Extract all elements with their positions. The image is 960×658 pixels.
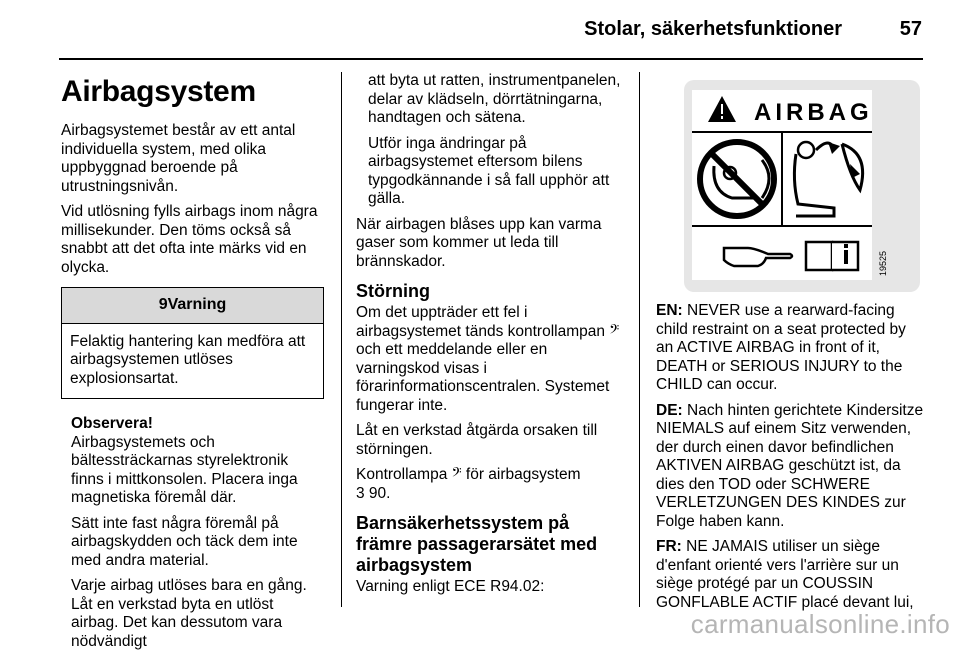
note-title: Observera! [71, 415, 153, 432]
heading-storning: Störning [356, 281, 430, 301]
paragraph: att byta ut ratten, instrumentpanelen, delar av klädseln, dörrtätningarna, handtagen och sätena. [368, 72, 621, 126]
paragraph: Airbagsystemet består av ett antal individuella system, med olika uppbyggnad beroende på utrustningsnivån. [61, 122, 296, 195]
column-divider-2 [639, 72, 640, 607]
note-continuation [368, 72, 622, 209]
warning-symbol: 9 [158, 296, 168, 313]
airbag-warning-label-figure [684, 80, 920, 292]
paragraph: Utför inga ändringar på airbagsystemet eftersom bilens typgodkännande i så fall upphör att gälla. [368, 134, 610, 207]
section-title: Stolar, säkerhetsfunktioner [584, 18, 842, 40]
warning-en [656, 302, 926, 395]
column-divider-1 [341, 72, 342, 607]
airbag-label-illustration [684, 80, 920, 292]
warning-fr-text: NE JAMAIS utiliser un siège d'enfant orienté vers l'arrière sur un siège protégé par un COUSSIN GONFLABLE ACTIF placé devant lui, [656, 538, 914, 611]
note-paragraph: Varje airbag utlöses bara en gång. Låt en verkstad byta en utlöst airbag. Det kan dessutom vara nödvändigt [71, 577, 307, 650]
language-tag-de: DE: [656, 401, 683, 419]
page-number: 57 [899, 18, 922, 40]
warning-de-text: Nach hinten gerichtete Kindersitze NIEMALS auf einem Sitz verwenden, der durch einen davor befindlichen AKTIVEN AIRBAG geschützt ist, da dies den TOD oder SCHWERE VERLETZUNGEN DES KINDES zur Folge haben kann. [656, 401, 924, 530]
airbag-label-text: AIRBAG [754, 99, 873, 126]
warning-text: Felaktig hantering kan medföra att airbagsystemen utlöses explosionsartat. [70, 332, 306, 387]
warning-de [656, 402, 926, 532]
figure-code: 19525 [878, 250, 888, 276]
warning-en-text: NEVER use a rearward-facing child restraint on a seat protected by an ACTIVE AIRBAG in front of it, DEATH or SERIOUS INJURY to the CHILD can occur. [656, 302, 906, 393]
warning-fr [656, 538, 926, 612]
note-paragraph: Sätt inte fast några föremål på airbagskydden och täck dem inte med andra material. [71, 514, 298, 569]
paragraph: Låt en verkstad åtgärda orsaken till störningen. [356, 422, 598, 458]
watermark: carmanualsonline.info [690, 609, 950, 639]
warning-box [61, 287, 324, 399]
paragraph: Varning enligt ECE R94.02: [356, 578, 545, 595]
page-header [0, 18, 960, 48]
header-rule [59, 58, 923, 60]
page-reference-link[interactable]: 3 90. [356, 484, 391, 502]
language-tag-fr: FR: [656, 538, 682, 555]
column-2 [356, 72, 622, 604]
manual-info-icon [806, 242, 858, 270]
warning-header [62, 288, 323, 324]
note-paragraph: Airbagsystemets och bältessträckarnas styrelektronik finns i mittkonsolen. Placera inga magnetiska föremål där. [71, 433, 298, 506]
heading-airbagsystem: Airbagsystem [61, 75, 256, 108]
heading-child-seat: Barnsäkerhetssystem på främre passagerarsätet med airbagsystem [356, 513, 598, 575]
paragraph: Vid utlösning fylls airbags inom några millisekunder. Den töms också så snabbt att det ofta inte märks vid en olycka. [61, 203, 318, 276]
column-3 [656, 302, 926, 619]
language-tag-en: EN: [656, 302, 683, 319]
paragraph-text: Kontrollampa 𝄢 för airbagsystem [356, 466, 581, 483]
column-1 [61, 72, 324, 658]
paragraph [356, 466, 622, 503]
warning-title: Varning [167, 296, 227, 313]
paragraph: Om det uppträder ett fel i airbagsystemet tänds kontrollampan 𝄢 och ett meddelande eller en varningskod visas i förarinformationscentralen. Systemet fungerar inte. [356, 304, 620, 414]
paragraph: När airbagen blåses upp kan varma gaser som kommer ut leda till brännskador. [356, 215, 602, 270]
